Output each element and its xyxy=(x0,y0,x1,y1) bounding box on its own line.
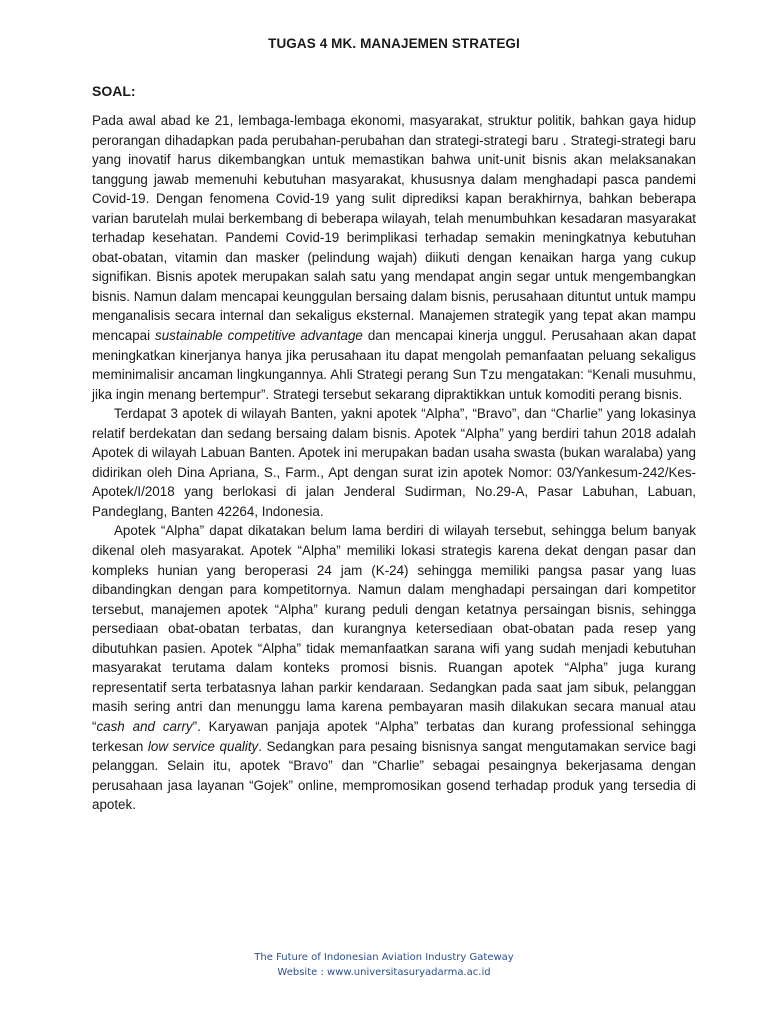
text-run: Terdapat 3 apotek di wilayah Banten, yakni apotek “Alpha”, “Bravo”, dan “Charlie” yang lokasinya relatif berdekatan dan sedang bersaing dalam bisnis. Apotek “Alpha” yang berdiri tahun 2018 adalah Apotek di wilayah Labuan Banten. Apotek ini merupakan badan usaha swasta (bukan waralaba) yang didirikan oleh Dina Apriana, S., Farm., Apt dengan surat izin apotek Nomor: 03/Yankesum-242/Kes-Apotek/I/2018 yang berlokasi di jalan Jenderal Sudirman, No.29-A, Pasar Labuhan, Labuan, Pandeglang, Banten 42264, Indonesia. xyxy=(92,406,696,519)
footer-website: Website : www.universitasuryadarma.ac.id xyxy=(277,967,491,978)
section-label-soal: SOAL: xyxy=(92,83,136,99)
italic-text-run: cash and carry xyxy=(96,718,193,734)
footer-tagline: The Future of Indonesian Aviation Industry Gateway xyxy=(254,952,514,963)
paragraph xyxy=(92,404,696,521)
document-title: TUGAS 4 MK. MANAJEMEN STRATEGI xyxy=(268,36,520,51)
text-run: . Sedangkan para pesaing bisnisnya sangat mengutamakan service bagi pelanggan. Selain itu, apotek “Bravo” dan “Charlie” sebagai pesaingnya bekerjasama dengan perusahaan jasa layanan “Gojek” online, mempromosikan gosend terhadap produk yang tersedia di apotek. xyxy=(92,738,696,813)
italic-text-run: sustainable competitive advantage xyxy=(155,328,363,344)
text-run: dan mencapai kinerja unggul. Perusahaan akan dapat meningkatkan kinerjanya hanya jika perusahaan itu dapat mengolah pemanfaatan peluang sekaligus meminimalisir ancaman lingkungannya. Ahli Strategi perang Sun Tzu mengatakan: “Kenali musuhmu, jika ingin menang bertempur”. Strategi tersebut sekarang dipraktikkan untuk komoditi perang bisnis. xyxy=(92,328,696,402)
paragraph xyxy=(92,111,696,404)
document-page xyxy=(92,36,696,815)
paragraph xyxy=(92,521,696,814)
text-run: Apotek “Alpha” dapat dikatakan belum lama berdiri di wilayah tersebut, sehingga belum banyak dikenal oleh masyarakat. Apotek “Alpha” memiliki lokasi strategis karena dekat dengan pasar dan kompleks hunian yang beroperasi 24 jam (K-24) sehingga memiliki pangsa pasar yang luas dibandingkan dengan para kompetitornya. Namun dalam menghadapi persaingan dari kompetitor tersebut, manajemen apotek “Alpha” kurang peduli dengan ketatnya persaingan bisnis, sehingga persediaan obat-obatan terbatas, dan kurangnya ketersediaan obat-obatan pada resep yang dibutuhkan pasien. Apotek “Alpha” tidak memanfaatkan sarana wifi yang sudah menjadi kebutuhan masyarakat terutama dalam konteks promosi bisnis. Ruangan apotek “Alpha” juga kurang representatif serta terbatasnya lahan parkir kendaraan. Sedangkan pada saat jam sibuk, pelanggan masih sering antri dan menunggu lama karena pembayaran masih dilakukan secara manual atau “ xyxy=(92,523,696,734)
italic-text-run: low service quality xyxy=(147,738,259,754)
text-run: ”. Karyawan panjaja apotek “Alpha” terbatas dan kurang professional sehingga terkesan xyxy=(92,718,696,754)
body-text xyxy=(92,111,696,815)
page-footer xyxy=(0,950,768,980)
text-run: Pada awal abad ke 21, lembaga-lembaga ekonomi, masyarakat, struktur politik, bahkan gaya hidup perorangan dihadapkan pada perubahan-perubahan dan strategi-strategi baru . Strategi-strategi baru yang inovatif harus dikembangkan untuk memastikan bahwa unit-unit bisnis akan melaksanakan tanggung jawab memenuhi kebutuhan masyarakat, khususnya dalam menghadapi pasca pandemi Covid-19. Dengan fenomena Covid-19 yang sulit diprediksi kapan berakhirnya, bahkan beberapa varian barutelah mulai berkembang di beberapa wilayah, telah menumbuhkan kesadaran masyarakat terhadap kesehatan. Pandemi Covid-19 berimplikasi terhadap semakin meningkatnya kebutuhan obat-obatan, vitamin dan masker (pelindung wajah) diikuti dengan kenaikan harga yang cukup signifikan. Bisnis apotek merupakan salah satu yang mendapat angin segar untuk mengembangkan bisnis. Namun dalam mencapai keunggulan bersaing dalam bisnis, perusahaan dituntut untuk mampu menganalisis secara internal dan sekaligus eksternal. Manajemen strategik yang tepat akan mampu mencapai xyxy=(92,113,696,344)
